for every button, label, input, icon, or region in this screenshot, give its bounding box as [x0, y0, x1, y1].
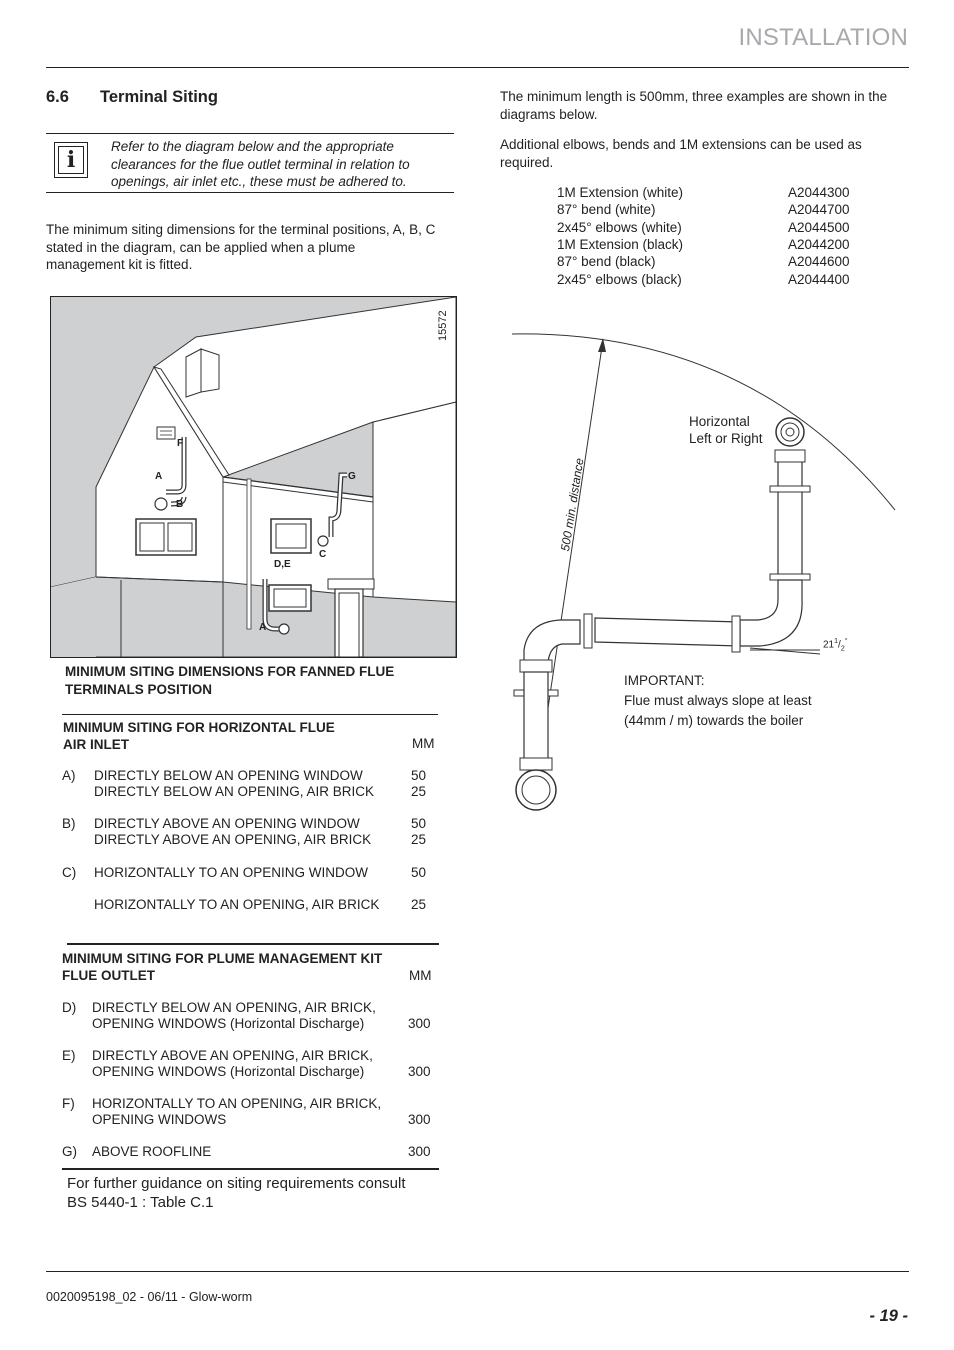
label-c: C	[319, 549, 327, 560]
part-code: A2044300	[788, 185, 850, 200]
table2-row-f-line2: OPENING WINDOWS	[92, 1112, 227, 1127]
info-icon: i	[54, 142, 88, 178]
table1-title: MINIMUM SITING FOR HORIZONTAL FLUE AIR INLET	[63, 720, 335, 752]
footer-reference: 0020095198_02 - 06/11 - Glow-worm	[46, 1290, 253, 1304]
table2-title: MINIMUM SITING FOR PLUME MANAGEMENT KIT FLUE OUTLET	[62, 951, 383, 983]
page-number: - 19 -	[869, 1307, 908, 1325]
part-code: A2044600	[788, 254, 850, 269]
header-rule	[46, 67, 909, 68]
table1-row-a-key: A)	[62, 768, 76, 783]
part-code: A2044400	[788, 272, 850, 287]
footer-rule	[46, 1271, 909, 1272]
note-text: Refer to the diagram below and the appropriate clearances for the flue outlet terminal in relation to openings, air inlet etc., these must be adhered to.	[111, 139, 410, 189]
right-paragraph-2: Additional elbows, bends and 1M extensions can be used as required.	[500, 137, 862, 170]
section-heading	[46, 88, 218, 107]
table2-row-g-line1: ABOVE ROOFLINE	[92, 1144, 212, 1159]
table1-row-b-line2: DIRECTLY ABOVE AN OPENING, AIR BRICK	[94, 832, 372, 847]
table2-row-e-line1: DIRECTLY ABOVE AN OPENING, AIR BRICK,	[92, 1048, 373, 1063]
label-f: F	[177, 438, 184, 449]
table1-row-c-key: C)	[62, 865, 77, 880]
diagram-ref: 15572	[437, 310, 449, 341]
table2-bottom-rule	[62, 1168, 439, 1170]
table2-row-f-key: F)	[62, 1096, 75, 1111]
part-code: A2044200	[788, 237, 850, 252]
table2-row-d-val: 300	[408, 1016, 431, 1031]
label-a-gable: A	[155, 471, 163, 482]
table1-row-c-val1: 50	[411, 865, 427, 880]
diagram-caption: MINIMUM SITING DIMENSIONS FOR FANNED FLUE TERMINALS POSITION	[65, 664, 395, 697]
table2-row-e-key: E)	[62, 1048, 76, 1063]
table2-unit: MM	[409, 968, 432, 983]
part-name: 87° bend (white)	[557, 202, 656, 217]
house-siting-diagram	[50, 296, 457, 658]
house-illustration	[51, 297, 456, 657]
table1-unit: MM	[412, 736, 435, 751]
table2-row-d-line1: DIRECTLY BELOW AN OPENING, AIR BRICK,	[92, 1000, 376, 1015]
table1-row-c-line1: HORIZONTALLY TO AN OPENING WINDOW	[94, 865, 369, 880]
table1-row-a-val2: 25	[411, 784, 427, 799]
table1-row-a-line1: DIRECTLY BELOW AN OPENING WINDOW	[94, 768, 363, 783]
table2-row-g-key: G)	[62, 1144, 77, 1159]
section-number: 6.6	[46, 88, 69, 106]
table2-row-e-line2: OPENING WINDOWS (Horizontal Discharge)	[92, 1064, 365, 1079]
table1-top-rule	[62, 714, 438, 715]
right-paragraph-1: The minimum length is 500mm, three examples are shown in the diagrams below.	[500, 89, 888, 122]
label-de: D,E	[274, 559, 291, 570]
table2-row-d-key: D)	[62, 1000, 77, 1015]
label-g: G	[348, 471, 356, 482]
part-code: A2044500	[788, 220, 850, 235]
note-box	[46, 133, 454, 193]
part-name: 2x45° elbows (black)	[557, 272, 682, 287]
table2-row-g-val: 300	[408, 1144, 431, 1159]
table1-row-b-key: B)	[62, 816, 76, 831]
slope-angle-label: $21^1/_2^\circ$	[823, 638, 848, 653]
table2-row-d-line2: OPENING WINDOWS (Horizontal Discharge)	[92, 1016, 365, 1031]
part-name: 1M Extension (white)	[557, 185, 684, 200]
table1-row-c-val2: 25	[411, 897, 427, 912]
table2-row-f-line1: HORIZONTALLY TO AN OPENING, AIR BRICK,	[92, 1096, 382, 1111]
table1-row-b-val2: 25	[411, 832, 427, 847]
table1-row-a-val1: 50	[411, 768, 427, 783]
table2-row-f-val: 300	[408, 1112, 431, 1127]
table2-row-e-val: 300	[408, 1064, 431, 1079]
distance-label: 500 min. distance	[558, 457, 587, 553]
part-name: 2x45° elbows (white)	[557, 220, 682, 235]
label-b: B	[176, 499, 184, 510]
table1-row-a-line2: DIRECTLY BELOW AN OPENING, AIR BRICK	[94, 784, 375, 799]
header-title: INSTALLATION	[738, 24, 908, 51]
guidance-note: For further guidance on siting requirements consult BS 5440-1 : Table C.1	[67, 1175, 406, 1211]
part-code: A2044700	[788, 202, 850, 217]
table1-row-b-line1: DIRECTLY ABOVE AN OPENING WINDOW	[94, 816, 360, 831]
flue-length-diagram	[500, 300, 910, 820]
intro-paragraph: The minimum siting dimensions for the terminal positions, A, B, C stated in the diagram, can be applied when a plume management kit is fitted.	[46, 222, 436, 272]
table1-row-b-val1: 50	[411, 816, 427, 831]
label-a-front: A	[259, 622, 267, 633]
important-note: IMPORTANT: Flue must always slope at least (44mm / m) towards the boiler	[624, 673, 812, 728]
part-name: 87° bend (black)	[557, 254, 656, 269]
part-name: 1M Extension (black)	[557, 237, 684, 252]
table1-row-c-line2: HORIZONTALLY TO AN OPENING, AIR BRICK	[94, 897, 380, 912]
table2-top-rule	[67, 943, 439, 945]
section-title: Terminal Siting	[100, 88, 218, 106]
horizontal-label: Horizontal Left or Right	[689, 414, 763, 446]
